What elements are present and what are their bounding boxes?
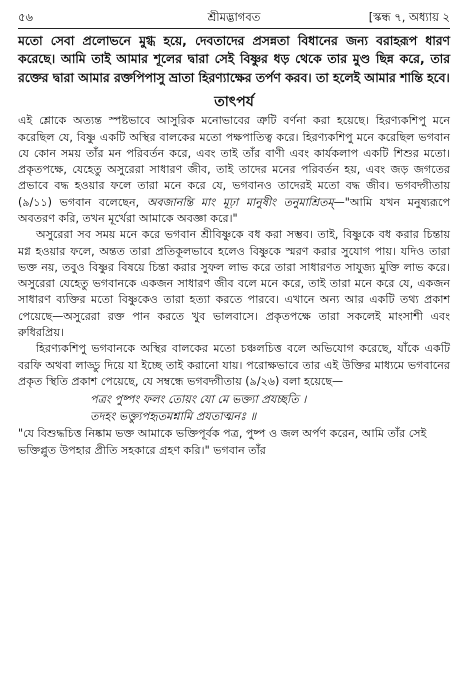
paragraph-1-text: এই শ্লোকে অত্যন্ত স্পষ্টভাবে আসুরিক মনোভাবের ত্রুটি বর্ণনা করা হয়েছে। হিরণ্যকশিপু মনে করেছিল যে, বিষ্ণু একটি অস্থির বালকের মতো পক্ষপাতিত্ব করে। হিরণ্যকশিপু মনে করেছিল ভগবান যে কোন সময় তাঁর মন পরিবর্তন করে, এবং তাই তাঁর বাণী এবং কার্যকলাপ একটি শিশুর মতো। প্রকৃতপক্ষে, যেহেতু অসুরেরা সাধারণ জীব, তাই তাদের মনের পরিবর্তন হয়, এবং জড় জগতের প্রভাবে বদ্ধ হওয়ার ফলে তারা মনে করে যে, ভগবানও তাদেরই মতো বদ্ধ জীব। ভগবদ্গীতায় (৯/১১) ভগবান বলেছেন, — [18, 114, 450, 209]
page-number: ৫৬ — [18, 10, 33, 24]
sanskrit-verse-line-1: পত্রং পুষ্পং ফলং তোয়ং যো মে ভক্ত্যা প্রযচ্ছতি । — [90, 393, 307, 407]
purport-heading: তাৎপর্য — [214, 94, 254, 111]
purport-paragraph-3: হিরণ্যকশিপু ভগবানকে অস্থির বালকের মতো চঞ্চলচিত্ত বলে অভিযোগ করেছে, যাঁকে একটি বরফি অথবা লাড্ডু দিয়ে যা ইচ্ছে তাই করানো যায়। পরোক্ষভাবে তার এই উক্তির মাধ্যমে ভগবানের প্রকৃত স্থিতি প্রকাশ পেয়েছে, যে সম্বন্ধে ভগবদ্গীতায় (৯/২৬) বলা হয়েছে— — [18, 342, 450, 388]
verse-translation-quote: "যে বিশুদ্ধচিত্ত নিষ্কাম ভক্ত আমাকে ভক্তিপূর্বক পত্র, পুষ্প ও জল অর্পণ করেন, আমি তাঁর সেই ভক্তিপ্লুত উপহার প্রীতি সহকারে গ্রহণ করি।" ভগবান তাঁর — [18, 427, 427, 457]
page-header — [18, 6, 450, 28]
sanskrit-verse-line-2: তদহং ভক্ত্যুপহৃতমশ্নামি প্রযতাত্মনঃ ॥ — [90, 410, 257, 424]
book-title: শ্রীমদ্ভাগবত — [207, 10, 261, 24]
purport-paragraph-1 — [18, 113, 450, 227]
paragraph-1-end: —"আমি যখন মনুষ্যরূপে অবতরণ করি, তখন মূর্খেরা আমাকে অবজ্ঞা করে।" — [18, 195, 450, 225]
purport-paragraph-2: অসুরেরা সব সময় মনে করে ভগবান শ্রীবিষ্ণুকে বধ করা সম্ভব। তাই, বিষ্ণুকে বধ করার চিন্তায় মগ্ন হওয়ার ফলে, অন্তত তারা প্রতিকূলভাবে হলেও বিষ্ণুকে স্মরণ করার সুযোগ পায়। যদিও তারা ভক্ত নয়, তবুও বিষ্ণুর বিষয়ে চিন্তা করার সুফল লাভ করে তারা সাধারণত সাযুজ্য মুক্তি লাভ করে। অসুরেরা যেহেতু ভগবানকে একজন সাধারণ জীব বলে মনে করে, তাই তারা মনে করে যে, একজন সাধারণ ব্যক্তির মতো বিষ্ণুকেও তারা হত্যা করতে পারবে। এখানে অন্য আর একটি তথ্য প্রকাশ পেয়েছে—অসুরেরা রক্ত পান করতে খুব ভালবাসে। প্রকৃতপক্ষে তারা সকলেই মাংসাশী এবং রুধিরপ্রিয়। — [18, 228, 450, 340]
canto-chapter: [স্কন্ধ ৭, অধ্যায় ২ — [368, 10, 450, 24]
sanskrit-verse — [90, 391, 450, 425]
header-divider — [18, 28, 450, 29]
gita-quote-9-11: অবজানন্তি মাং মূঢ়া মানুষীং তনুমাশ্রিতম্ — [146, 195, 334, 209]
translation-text: মতো সেবা প্রলোভনে মুগ্ধ হয়ে, দেবতাদের প্রসন্নতা বিধানের জন্য বরাহরূপ ধারণ করেছে। আমি তাই আমার শূলের দ্বারা সেই বিষ্ণুর ধড় থেকে তার মুণ্ড ছিন্ন করে, তার রক্তের দ্বারা আমার রক্তপিপাসু ভ্রাতা হিরণ্যাক্ষের তর্পণ করব। তা হলেই আমার শান্তি হবে। — [18, 34, 450, 85]
